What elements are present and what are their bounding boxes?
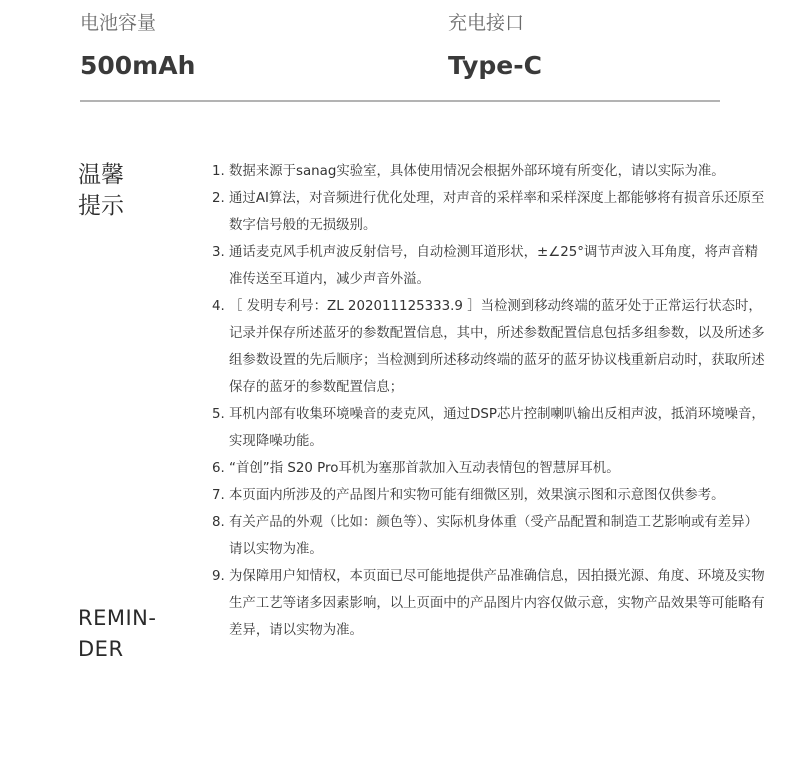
divider (80, 100, 720, 102)
spec-charging-port (448, 8, 542, 81)
note-text: 为保障用户知情权，本页面已尽可能地提供产品准确信息，因拍摄光源、角度、环境及实物生产工艺等诸多因素影响，以上页面中的产品图片内容仅做示意，实物产品效果等可能略有差异，请以实物为准。 (229, 569, 765, 638)
spec-label: 电池容量 (80, 12, 157, 34)
note-number: 5. (212, 407, 230, 422)
note-number: 1. (212, 164, 230, 179)
note-number: 9. (212, 569, 230, 584)
note-item (212, 185, 767, 239)
note-item (212, 293, 767, 401)
note-text: 数据来源于sanag实验室，具体使用情况会根据外部环境有所变化，请以实际为准。 (229, 164, 725, 179)
note-number: 7. (212, 488, 230, 503)
note-number: 4. (212, 299, 230, 314)
note-item (212, 509, 767, 563)
note-item (212, 158, 767, 185)
reminder-line: REMIN- (78, 606, 157, 630)
note-text: ［ 发明专利号：ZL 202011125333.9 ］当检测到移动终端的蓝牙处于正常运行状态时，记录并保存所述蓝牙的参数配置信息，其中，所述参数配置信息包括多组参数，以及所述多组参数设置的先后顺序；当检测到所述移动终端的蓝牙的蓝牙协议栈重新启动时，获取所述保存的蓝牙的参数配置信息； (229, 299, 765, 395)
note-item (212, 482, 767, 509)
note-text: “首创”指 S20 Pro耳机为塞那首款加入互动表情包的智慧屏耳机。 (229, 461, 620, 476)
tips-title (78, 160, 138, 222)
spec-value: Type-C (448, 51, 542, 80)
note-number: 8. (212, 515, 230, 530)
note-item (212, 563, 767, 644)
note-number: 6. (212, 461, 230, 476)
note-text: 通话麦克风手机声波反射信号，自动检测耳道形状，±∠25°调节声波入耳角度，将声音精准传送至耳道内，减少声音外溢。 (229, 245, 759, 287)
spec-battery (80, 8, 195, 81)
reminder-line: DER (78, 637, 124, 661)
tips-title-line: 提示 (78, 193, 124, 219)
note-number: 3. (212, 245, 230, 260)
note-text: 耳机内部有收集环境噪音的麦克风，通过DSP芯片控制喇叭输出反相声波，抵消环境噪音，实现降噪功能。 (229, 407, 765, 449)
note-item (212, 239, 767, 293)
note-number: 2. (212, 191, 230, 206)
note-item (212, 401, 767, 455)
reminder-heading (78, 603, 156, 665)
note-text: 有关产品的外观（比如：颜色等）、实际机身体重（受产品配置和制造工艺影响或有差异）请以实物为准。 (229, 515, 758, 557)
spec-label: 充电接口 (448, 12, 525, 34)
spec-value: 500mAh (80, 51, 196, 80)
note-item (212, 455, 767, 482)
note-text: 本页面内所涉及的产品图片和实物可能有细微区别，效果演示图和示意图仅供参考。 (229, 488, 725, 503)
note-text: 通过AI算法，对音频进行优化处理，对声音的采样率和采样深度上都能够将有损音乐还原至数字信号般的无损级别。 (229, 191, 765, 233)
tips-title-line: 温馨 (78, 162, 124, 188)
notes-list (212, 158, 767, 644)
